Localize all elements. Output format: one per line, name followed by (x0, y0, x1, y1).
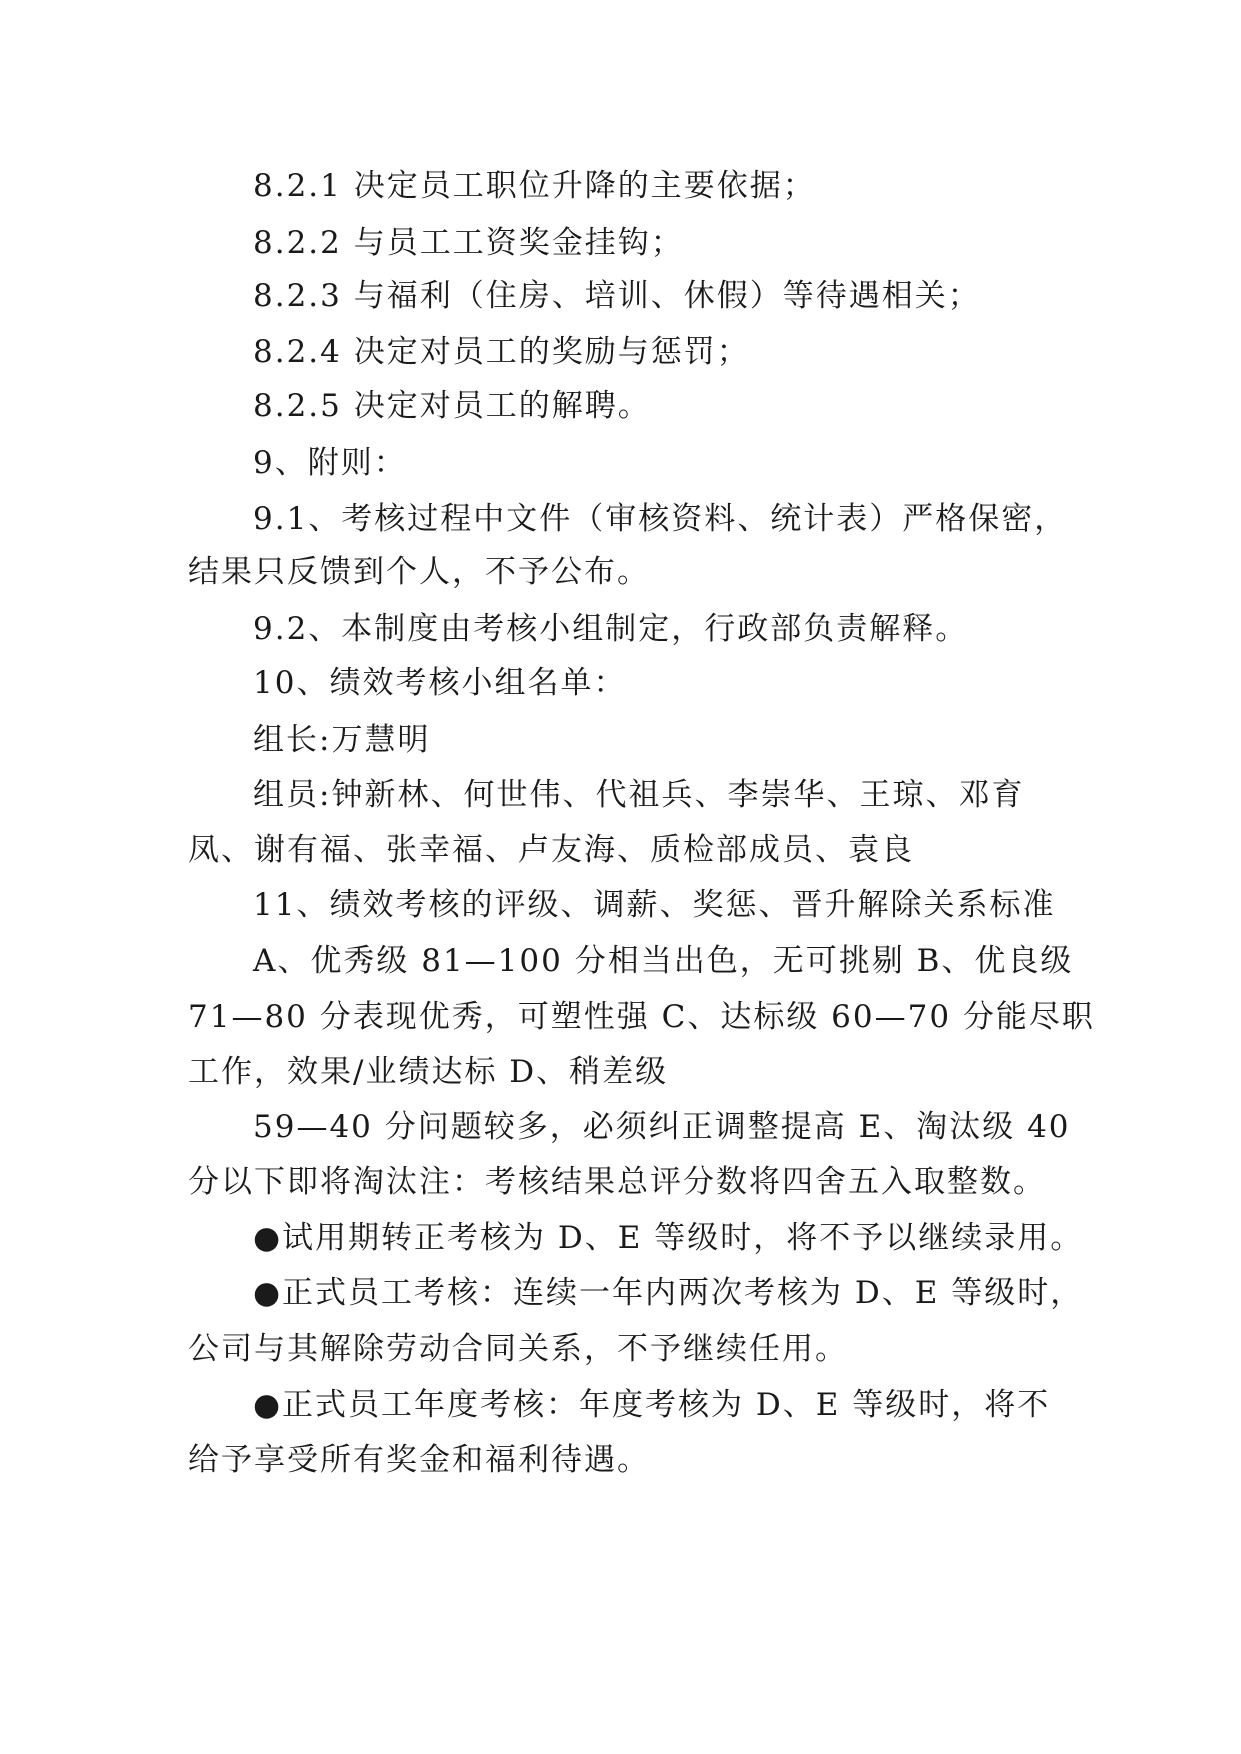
group-members: 组员:钟新林、何世伟、代祖兵、李崇华、王琼、邓育 (253, 777, 1025, 813)
grade-line-3: 工作，效果/业绩达标 D、稍差级 (188, 1054, 669, 1090)
section-9-heading: 9、附则： (253, 445, 407, 481)
line-9-2: 9.2、本制度由考核小组制定，行政部负责解释。 (253, 611, 969, 647)
bullet-probation: ●试用期转正考核为 D、E 等级时，将不予以继续录用。 (253, 1220, 1084, 1256)
line-8-2-4: 8.2.4 决定对员工的奖励与惩罚； (253, 334, 750, 370)
group-members-cont: 凤、谢有福、张幸福、卢友海、质检部成员、袁良 (188, 832, 914, 868)
grade-line-5: 分以下即将淘汰注：考核结果总评分数将四舍五入取整数。 (188, 1164, 1046, 1200)
bullet-annual-review: ●正式员工年度考核：年度考核为 D、E 等级时，将不 (253, 1387, 1051, 1423)
bullet-formal-staff-cont: 公司与其解除劳动合同关系，不予继续任用。 (188, 1331, 848, 1367)
line-9-1: 9.1、考核过程中文件（审核资料、统计表）严格保密， (253, 501, 1068, 537)
line-8-2-2: 8.2.2 与员工工资奖金挂钩； (253, 225, 684, 261)
grade-line-4: 59—40 分问题较多，必须纠正调整提高 E、淘汰级 40 (253, 1109, 1071, 1145)
line-9-1-cont: 结果只反馈到个人，不予公布。 (188, 554, 650, 590)
bullet-annual-review-cont: 给予享受所有奖金和福利待遇。 (188, 1442, 650, 1478)
line-8-2-1: 8.2.1 决定员工职位升降的主要依据； (253, 168, 816, 204)
line-8-2-5: 8.2.5 决定对员工的解聘。 (253, 388, 651, 424)
section-11-heading: 11、绩效考核的评级、调薪、奖惩、晋升解除关系标准 (253, 887, 1056, 923)
section-10-heading: 10、绩效考核小组名单： (253, 665, 627, 701)
group-leader: 组长:万慧明 (253, 722, 431, 758)
grade-line-1: A、优秀级 81—100 分相当出色，无可挑剔 B、优良级 (253, 943, 1074, 979)
grade-line-2: 71—80 分表现优秀，可塑性强 C、达标级 60—70 分能尽职 (188, 999, 1095, 1035)
bullet-formal-staff: ●正式员工考核：连续一年内两次考核为 D、E 等级时， (253, 1275, 1084, 1311)
line-8-2-3: 8.2.3 与福利（住房、培训、休假）等待遇相关； (253, 278, 981, 314)
